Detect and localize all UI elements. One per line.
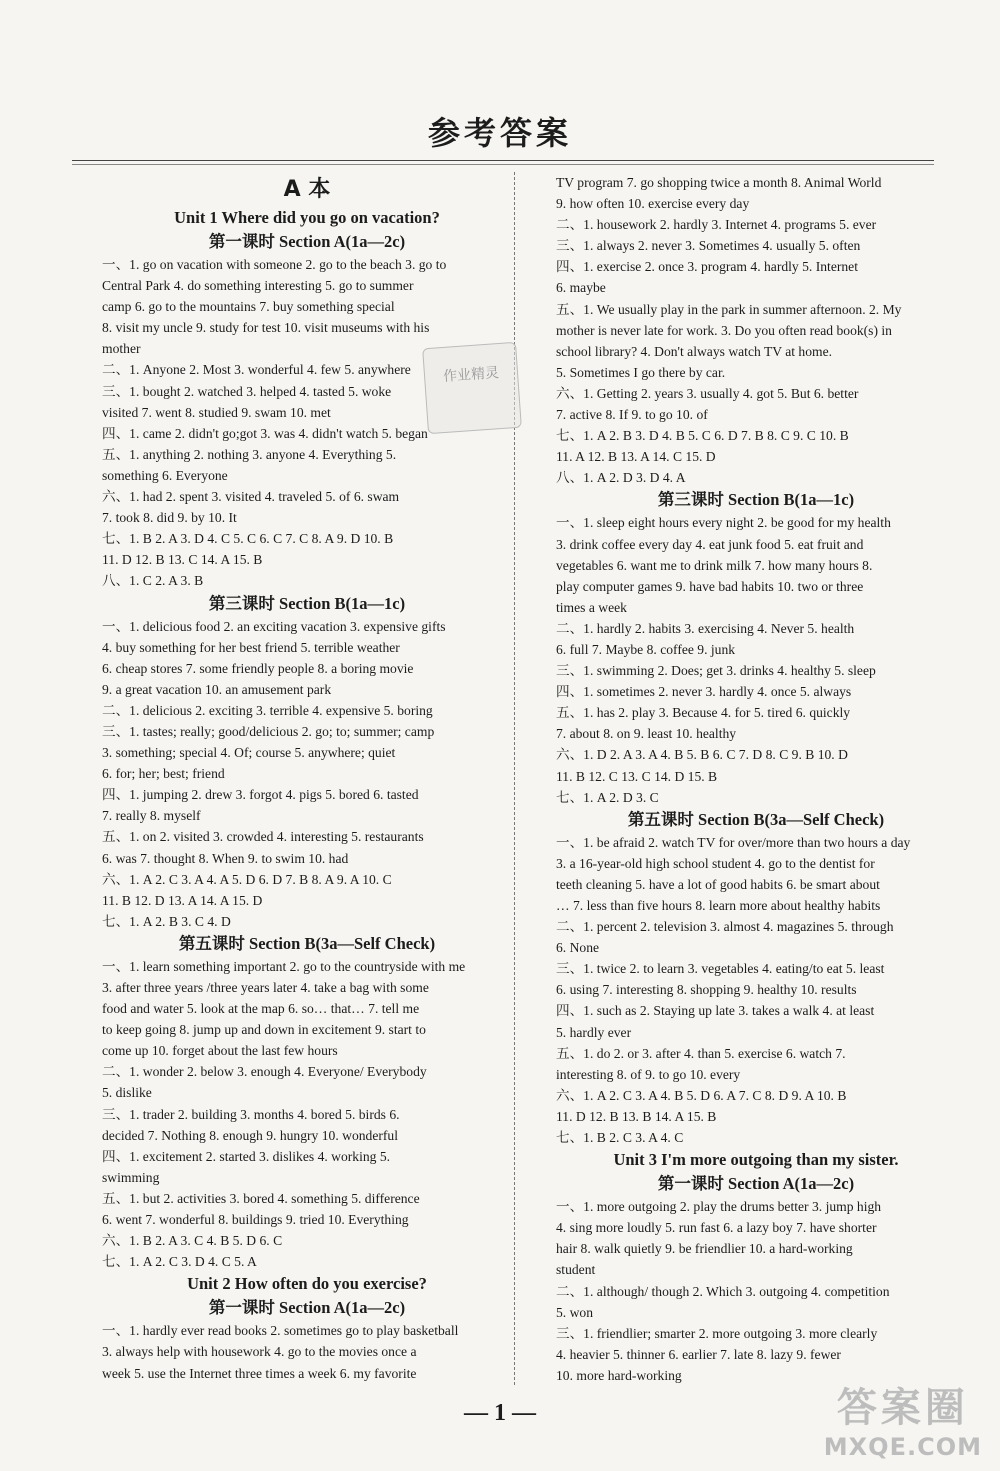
- answer-line: 6. using 7. interesting 8. shopping 9. healthy 10. results: [556, 982, 857, 998]
- answer-line: 二、1. percent 2. television 3. almost 4. magazines 5. through: [556, 919, 894, 935]
- answer-line: 6. for; her; best; friend: [102, 766, 225, 782]
- watermark-logo: 答案圈: [836, 1385, 969, 1431]
- answer-line: times a week: [556, 599, 627, 615]
- answer-line: 五、1. on 2. visited 3. crowded 4. interesting 5. restaurants: [102, 829, 424, 845]
- answer-line: 七、1. A 2. B 3. D 4. B 5. C 6. D 7. B 8. C 9. C 10. B: [556, 428, 849, 444]
- stamp: [422, 342, 522, 434]
- section-heading: 第一课时 Section A(1a—2c): [208, 232, 406, 251]
- stamp-text: 作业精灵: [442, 365, 500, 385]
- answer-line: to keep going 8. jump up and down in excitement 9. start to: [102, 1022, 426, 1038]
- answer-line: 六、1. A 2. C 3. A 4. A 5. D 6. D 7. B 8. A 9. A 10. C: [102, 871, 392, 887]
- answer-line: 7. took 8. did 9. by 10. It: [102, 510, 237, 526]
- section-heading: 第五课时 Section B(3a—Self Check): [178, 933, 436, 953]
- answer-line: 5. dislike: [102, 1085, 152, 1101]
- answer-line: 9. how often 10. exercise every day: [556, 196, 750, 212]
- answer-line: 一、1. learn something important 2. go to the countryside with me: [102, 958, 466, 974]
- answer-line: 3. something; special 4. Of; course 5. anywhere; quiet: [102, 745, 396, 761]
- answer-line: 五、1. but 2. activities 3. bored 4. something 5. difference: [102, 1190, 420, 1206]
- answer-line: 二、1. wonder 2. below 3. enough 4. Everyone/ Everybody: [102, 1064, 427, 1080]
- answer-line: 六、1. D 2. A 3. A 4. B 5. B 6. C 7. D 8. C 9. B 10. D: [556, 747, 848, 763]
- answer-line: 四、1. jumping 2. drew 3. forgot 4. pigs 5. bored 6. tasted: [102, 787, 419, 803]
- right-column: [556, 172, 956, 1386]
- answer-line: 一、1. hardly ever read books 2. sometimes go to play basketball: [102, 1323, 459, 1339]
- answer-line: 4. sing more loudly 5. run fast 6. a lazy boy 7. have shorter: [556, 1220, 877, 1236]
- answer-line: … 7. less than five hours 8. learn more about healthy habits: [556, 898, 881, 913]
- answer-line: 6. None: [556, 940, 600, 956]
- answer-line: 6. full 7. Maybe 8. coffee 9. junk: [556, 641, 736, 657]
- answer-line: 11. D 12. B 13. C 14. A 15. B: [102, 552, 263, 568]
- answer-line: 三、1. friendlier; smarter 2. more outgoing 3. more clearly: [556, 1325, 878, 1341]
- footer-dash-left: —: [464, 1400, 494, 1426]
- answer-line: 七、1. A 2. B 3. C 4. D: [102, 913, 231, 929]
- answer-line: 二、1. delicious 2. exciting 3. terrible 4. expensive 5. boring: [102, 702, 433, 718]
- watermark: [824, 1376, 982, 1461]
- title-rule-thin: [72, 164, 934, 165]
- answer-line: 三、1. bought 2. watched 3. helped 4. tasted 5. woke: [102, 383, 392, 399]
- answer-line: swimming: [102, 1169, 160, 1185]
- answer-line: vegetables 6. want me to drink milk 7. how many hours 8.: [556, 557, 873, 573]
- watermark-site: MXQE.COM: [823, 1433, 982, 1461]
- answer-line: 七、1. B 2. A 3. D 4. C 5. C 6. C 7. C 8. A 9. D 10. B: [102, 531, 394, 547]
- section-heading: 第三课时 Section B(1a—1c): [208, 593, 406, 613]
- section-heading: 第五课时 Section B(3a—Self Check): [627, 809, 885, 829]
- answer-line: 8. visit my uncle 9. study for test 10. visit museums with his: [102, 320, 430, 336]
- answer-line: 八、1. C 2. A 3. B: [102, 573, 204, 589]
- section-heading: 第一课时 Section A(1a—2c): [208, 1298, 406, 1318]
- answer-line: 二、1. although/ though 2. Which 3. outgoing 4. competition: [556, 1283, 890, 1299]
- answer-line: 二、1. housework 2. hardly 3. Internet 4. programs 5. ever: [556, 217, 877, 233]
- title-rule: [72, 160, 934, 161]
- answer-line: visited 7. went 8. studied 9. swam 10. met: [102, 404, 331, 420]
- answer-line: 11. B 12. D 13. A 14. A 15. D: [102, 892, 263, 908]
- answer-line: 7. really 8. myself: [102, 808, 201, 824]
- answer-line: 一、1. more outgoing 2. play the drums better 3. jump high: [556, 1199, 882, 1215]
- answer-line: 五、1. has 2. play 3. Because 4. for 5. tired 6. quickly: [556, 705, 851, 721]
- answer-line: 3. after three years /three years later 4. take a bag with some: [102, 980, 429, 995]
- section-heading: 第三课时 Section B(1a—1c): [657, 490, 855, 510]
- unit-heading: Unit 2 How often do you exercise?: [187, 1274, 427, 1294]
- answer-line: 四、1. such as 2. Staying up late 3. takes a walk 4. at least: [556, 1003, 875, 1019]
- answer-line: 五、1. anything 2. nothing 3. anyone 4. Everything 5.: [102, 446, 397, 462]
- answer-line: come up 10. forget about the last few hours: [102, 1043, 338, 1059]
- answer-line: hair 8. walk quietly 9. be friendlier 10. a hard-working: [556, 1241, 853, 1257]
- answer-line: Central Park 4. do something interesting 5. go to summer: [102, 278, 414, 294]
- answer-line: decided 7. Nothing 8. enough 9. hungry 10. wonderful: [102, 1127, 398, 1143]
- answer-line: 六、1. B 2. A 3. C 4. B 5. D 6. C: [102, 1233, 283, 1249]
- answer-line: 八、1. A 2. D 3. D 4. A: [556, 470, 686, 486]
- answer-line: 二、1. hardly 2. habits 3. exercising 4. Never 5. health: [556, 620, 855, 636]
- answer-line: 6. maybe: [556, 280, 606, 296]
- answer-line: 三、1. always 2. never 3. Sometimes 4. usually 5. often: [556, 238, 861, 254]
- answer-line: 7. active 8. If 9. to go 10. of: [556, 407, 708, 423]
- answer-line: 10. more hard-working: [556, 1367, 682, 1383]
- answer-line: 三、1. trader 2. building 3. months 4. bored 5. birds 6.: [102, 1106, 400, 1122]
- answer-line: 三、1. tastes; really; good/delicious 2. go; to; summer; camp: [102, 723, 435, 739]
- unit-heading: Unit 3 I'm more outgoing than my sister.: [613, 1150, 899, 1170]
- answer-line: 3. a 16-year-old high school student 4. go to the dentist for: [556, 855, 875, 871]
- answer-line: camp 6. go to the mountains 7. buy something special: [102, 299, 395, 315]
- answer-line: mother is never late for work. 3. Do you often read book(s) in: [556, 322, 892, 338]
- page-number: 1: [494, 1400, 506, 1426]
- answer-line: 六、1. had 2. spent 3. visited 4. traveled 5. of 6. swam: [102, 489, 400, 505]
- unit-heading: Unit 1 Where did you go on vacation?: [174, 208, 440, 227]
- answer-line: student: [556, 1262, 596, 1278]
- answer-line: 一、1. delicious food 2. an exciting vacation 3. expensive gifts: [102, 618, 446, 634]
- answer-line: 5. won: [556, 1304, 594, 1320]
- answer-line: 6. cheap stores 7. some friendly people 8. a boring movie: [102, 660, 414, 676]
- answer-line: 7. about 8. on 9. least 10. healthy: [556, 726, 737, 742]
- answer-line: 5. Sometimes I go there by car.: [556, 364, 726, 380]
- answer-line: 一、1. be afraid 2. watch TV for over/more than two hours a day: [556, 834, 911, 850]
- answer-line: 3. always help with housework 4. go to the movies once a: [102, 1344, 417, 1360]
- answer-line: 五、1. do 2. or 3. after 4. than 5. exercise 6. watch 7.: [556, 1045, 846, 1061]
- answer-line: 一、1. go on vacation with someone 2. go to the beach 3. go to: [102, 257, 447, 272]
- answer-line: 七、1. A 2. C 3. D 4. C 5. A: [102, 1254, 257, 1270]
- answer-line: 二、1. Anyone 2. Most 3. wonderful 4. few 5. anywhere: [102, 362, 411, 378]
- answer-line: 一、1. sleep eight hours every night 2. be good for my health: [556, 515, 891, 531]
- answer-line: 六、1. Getting 2. years 3. usually 4. got 5. But 6. better: [556, 385, 859, 401]
- answer-line: week 5. use the Internet three times a week 6. my favorite: [102, 1365, 417, 1381]
- answer-line: food and water 5. look at the map 6. so… that… 7. tell me: [102, 1001, 420, 1017]
- answer-line: 6. went 7. wonderful 8. buildings 9. tried 10. Everything: [102, 1212, 409, 1228]
- answer-line: 三、1. twice 2. to learn 3. vegetables 4. eating/to eat 5. least: [556, 961, 885, 977]
- answer-line: school library? 4. Don't always watch TV at home.: [556, 343, 833, 359]
- answer-line: 11. D 12. B 13. B 14. A 15. B: [556, 1108, 717, 1124]
- answer-line: 四、1. came 2. didn't go;got 3. was 4. didn't watch 5. began: [102, 425, 428, 441]
- footer-dash-right: —: [506, 1400, 536, 1426]
- answer-line: 6. was 7. thought 8. When 9. to swim 10. had: [102, 850, 349, 866]
- answer-line: 六、1. A 2. C 3. A 4. B 5. D 6. A 7. C 8. D 9. A 10. B: [556, 1087, 847, 1103]
- answer-line: play computer games 9. have bad habits 10. two or three: [556, 578, 864, 594]
- answer-line: 四、1. excitement 2. started 3. dislikes 4. working 5.: [102, 1148, 391, 1164]
- answer-line: 四、1. sometimes 2. never 3. hardly 4. once 5. always: [556, 684, 852, 700]
- answer-line: 4. buy something for her best friend 5. terrible weather: [102, 639, 400, 655]
- answer-line: mother: [102, 341, 141, 357]
- answer-line: 4. heavier 5. thinner 6. earlier 7. late 8. lazy 9. fewer: [556, 1346, 841, 1362]
- answer-line: 5. hardly ever: [556, 1024, 632, 1040]
- answer-line: teeth cleaning 5. have a lot of good habits 6. be smart about: [556, 876, 880, 892]
- answer-line: 11. B 12. C 13. C 14. D 15. B: [556, 768, 718, 784]
- answer-line: interesting 8. of 9. to go 10. every: [556, 1066, 741, 1082]
- answer-line: 9. a great vacation 10. an amusement park: [102, 681, 332, 697]
- answer-line: 三、1. swimming 2. Does; get 3. drinks 4. healthy 5. sleep: [556, 663, 876, 679]
- answer-line: 五、1. We usually play in the park in summer afternoon. 2. My: [556, 301, 902, 317]
- answer-line: 七、1. A 2. D 3. C: [556, 789, 659, 805]
- answer-line: TV program 7. go shopping twice a month 8. Animal World: [556, 175, 882, 190]
- answer-line: 四、1. exercise 2. once 3. program 4. hardly 5. Internet: [556, 259, 858, 275]
- answer-line: 3. drink coffee every day 4. eat junk food 5. eat fruit and: [556, 536, 864, 552]
- answer-line: something 6. Everyone: [102, 467, 228, 483]
- section-heading: 第一课时 Section A(1a—2c): [657, 1174, 855, 1194]
- book-heading: A 本: [283, 177, 331, 202]
- answer-line: 11. A 12. B 13. A 14. C 15. D: [556, 449, 716, 465]
- answer-line: 七、1. B 2. C 3. A 4. C: [556, 1130, 684, 1146]
- page-title: 参考答案: [427, 114, 572, 152]
